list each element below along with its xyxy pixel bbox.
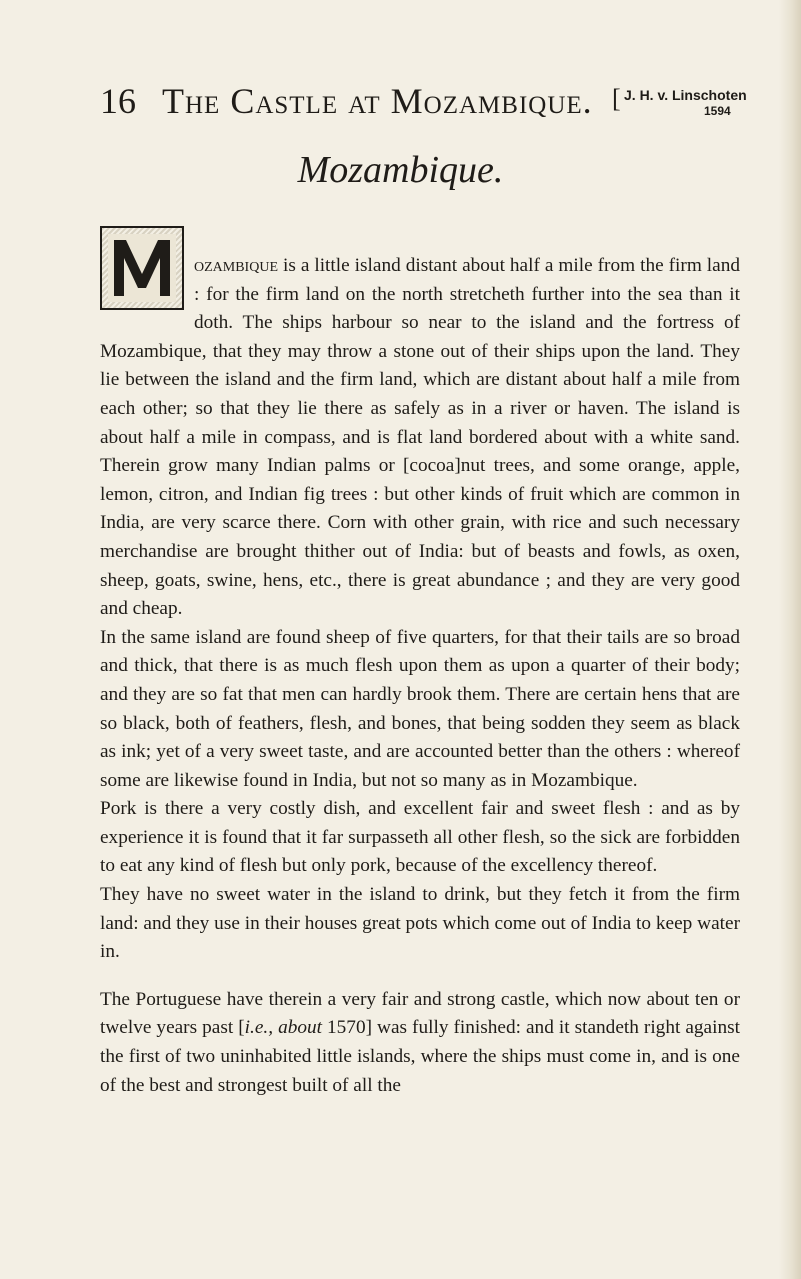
drop-cap <box>100 226 184 310</box>
paragraph-5-after: 1570] was fully finished: and it standeth right against the first of two uninhabited little islands, where the ships must come in, and is one of the best and strongest built of all the <box>100 1017 740 1096</box>
drop-cap-letter-icon <box>108 234 176 302</box>
source-note <box>612 82 747 122</box>
running-title: The Castle at Mozambique. <box>162 81 593 121</box>
paragraph-5-before: The Portuguese have therein a very fair and strong castle, which now about ten or twelve years past [ <box>100 988 740 1039</box>
body-text <box>100 252 740 1100</box>
paragraph-1 <box>100 252 740 624</box>
source-author: J. H. v. Linschoten <box>624 87 747 103</box>
paragraph-2: In the same island are found sheep of five quarters, for that their tails are so broad and thick, that there is as much flesh upon them as upon a quarter of their body; and they are so fat that men can hardly brook them. There are certain hens that are so black, both of feathers, flesh, and bones, that being sodden they seem as black as ink; yet of a very sweet taste, and are accounted better than the others : whereof some are likewise found in India, but not so many as in Mozambique. <box>100 626 740 791</box>
section-title: Mozambique. <box>297 149 504 191</box>
source-year: 1594 <box>704 104 731 118</box>
paragraph-5-italic: i.e., about <box>244 1017 322 1039</box>
page-number: 16 <box>100 81 136 121</box>
paragraph-3: Pork is there a very costly dish, and excellent fair and sweet flesh : and as by experience it is found that it far surpasseth all other flesh, so the sick are forbidden to eat any kind of flesh but only pork, because of the excellency thereof. <box>100 798 740 877</box>
lead-word: ozambique <box>194 255 278 276</box>
paragraph-1-text: is a little island distant about half a mile from the firm land : for the firm land on the north stretcheth further into the sea than it doth. The ships harbour so near to the island and the fortress of Mozambique, that they may throw a stone out of their ships upon the land. They lie between the island and the firm land, which are distant about half a mile from each other; so that they lie there as safely as in a river or haven. The island is about half a mile in compass, and is flat land bordered about with a white sand. Therein grow many Indian palms or [cocoa]nut trees, and some orange, apple, lemon, citron, and Indian fig trees : but other kinds of fruit which are common in India, are very scarce there. Corn with other grain, with rice and such necessary merchandise are brought thither out of India: but of beasts and fowls, as oxen, sheep, goats, swine, hens, etc., there is great abundance ; and they are very good and cheap. <box>100 255 740 620</box>
bracket-mark: [ <box>612 84 621 113</box>
paragraph-5 <box>100 986 740 1100</box>
paragraph-4: They have no sweet water in the island to drink, but they fetch it from the firm land: and they use in their houses great pots which come out of India to keep water in. <box>100 884 740 963</box>
running-head <box>100 78 747 122</box>
